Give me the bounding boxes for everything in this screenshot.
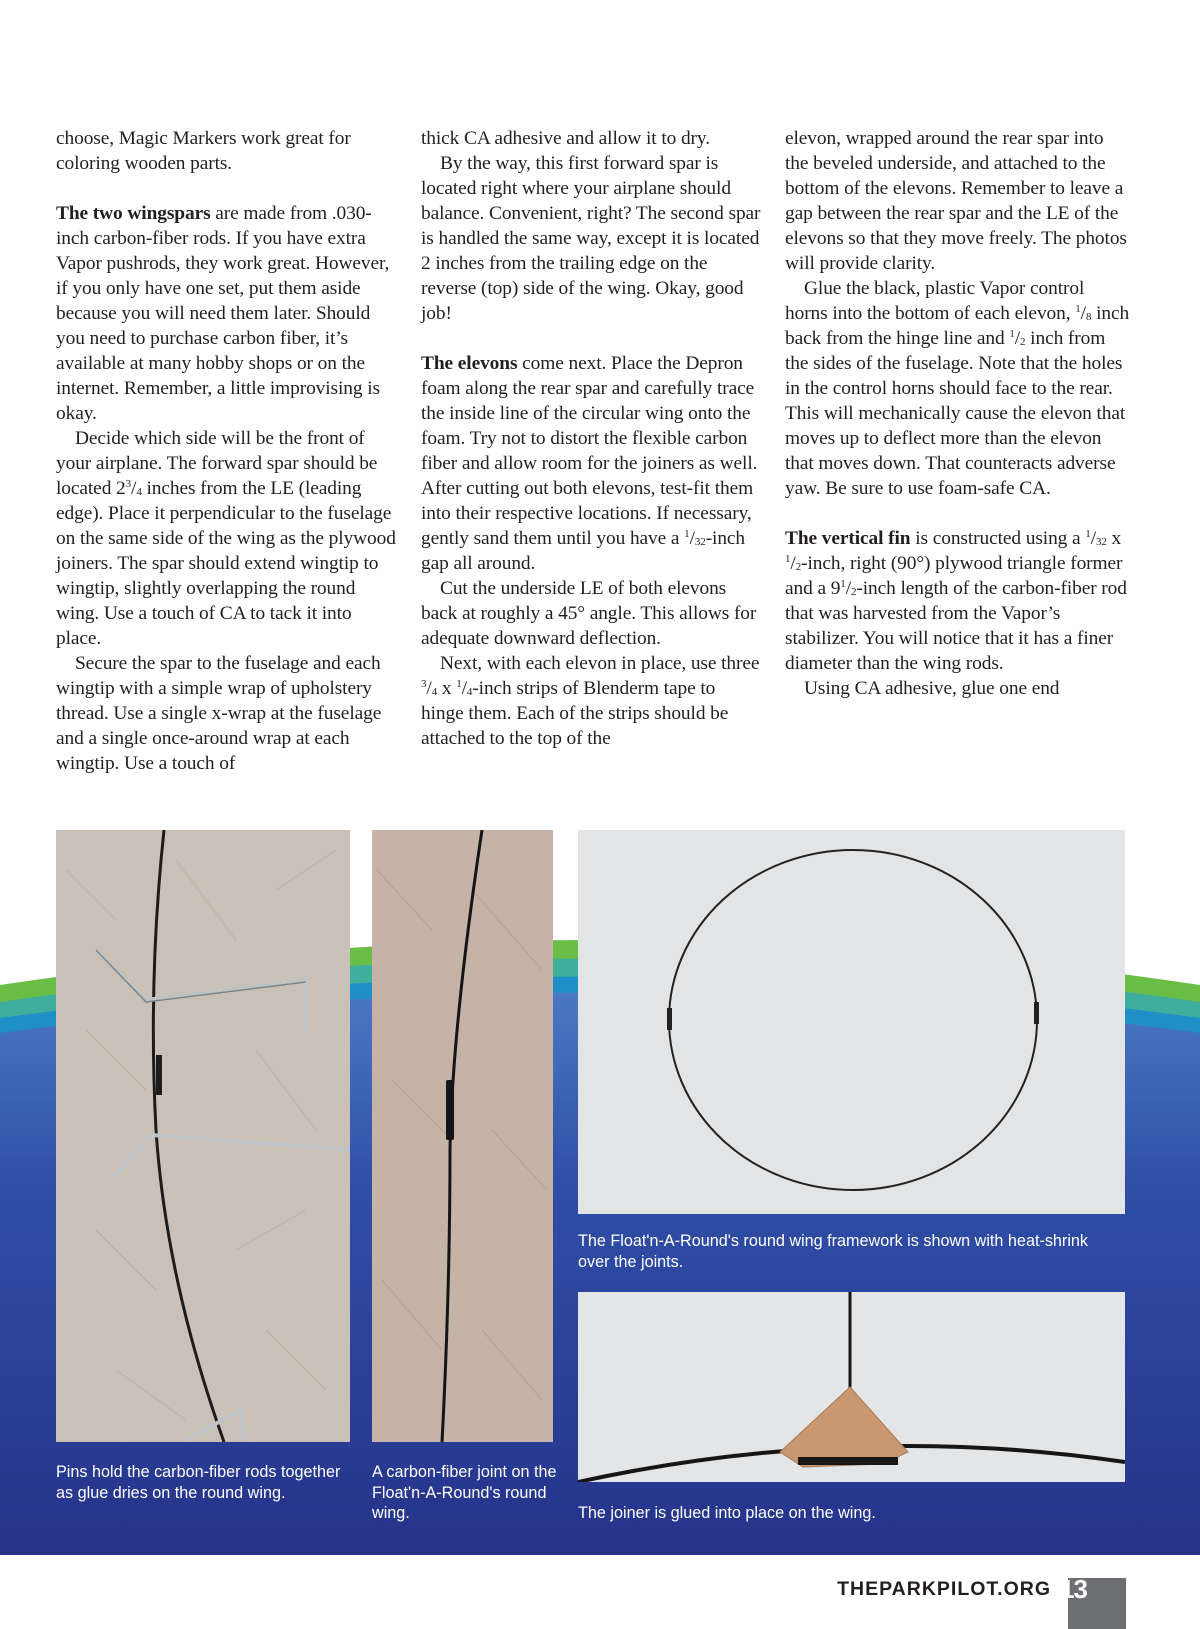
paragraph-text: inch back from the hinge line and	[785, 303, 1130, 349]
fraction-denominator: 8	[1085, 311, 1092, 323]
paragraph: thick CA adhesive and allow it to dry.	[421, 128, 710, 149]
fraction-denominator: 4	[136, 486, 142, 498]
site-url: THEPARKPILOT.ORG	[837, 1578, 1051, 1600]
paragraph-text: x	[1106, 528, 1122, 549]
section-lead: The vertical fin	[785, 528, 911, 549]
paragraph: Next, with each elevon in place, use three $^3/_4$ x $^1/_4$-inch strips of Blenderm tape to hinge them. Each of the strips should be attached to the top of the	[421, 653, 760, 749]
text-column-3	[785, 126, 1130, 701]
fraction-denominator: 2	[795, 561, 802, 573]
paragraph-text: Glue the black, plastic Vapor control horns into the bottom of each elevon,	[785, 278, 1085, 324]
paragraph-text: -inch, right (90°) plywood triangle former and a 9	[785, 553, 1123, 599]
fraction-denominator: 32	[1095, 536, 1107, 548]
fraction-denominator: 4	[431, 686, 438, 698]
paragraph: Secure the spar to the fuselage and each wingtip with a simple wrap of upholstery thread. Use a single x-wrap at the fuselage and a single once-around wrap at each wingtip. Use a touch of	[56, 653, 382, 774]
paragraph: The vertical fin is constructed using a $^1/_{32}$ x $^1/_2$-inch, right (90°) plywood triangle former and a $9^1/_2$-inch length of the carbon-fiber rod that was harvested from the Vapor’s stabilizer. You will notice that it has a finer diameter than the wing rods.	[785, 528, 1127, 674]
paragraph: elevon, wrapped around the rear spar into the beveled underside, and attached to the bottom of the elevons. Remember to leave a gap between the rear spar and the LE of the elevons so that they move freely. The photos will provide clarity.	[785, 128, 1127, 274]
paragraph: By the way, this first forward spar is located right where your airplane should balance. Convenient, right? The second spar is handled the same way, except it is located 2 inches from the trailing edge on the reverse (top) side of the wing. Okay, good job!	[421, 153, 761, 324]
photo-pins-on-rods	[56, 830, 350, 1442]
fraction-numerator: 1	[684, 528, 690, 540]
fraction-numerator: 1	[785, 553, 791, 565]
photo-joiner-glued	[578, 1292, 1125, 1482]
paragraph-text: come next. Place the Depron foam along the rear spar and carefully trace the inside line of the circular wing onto the foam. Try not to distort the flexible carbon fiber and allow room for the joiners as well. After cutting out both elevons, test-fit them into their respective locations. If necessary, gently sand them until you have a	[421, 353, 758, 549]
paragraph: choose, Magic Markers work great for coloring wooden parts.	[56, 128, 351, 174]
paragraph-text: Decide which side will be the front of your airplane. The forward spar should be located 2	[56, 428, 378, 499]
paragraph: Decide which side will be the front of your airplane. The forward spar should be located $2^3/_4$ inches from the LE (leading edge). Place it perpendicular to the fuselage on the same side of the wing as the plywood joiners. The spar should extend wingtip to wingtip, slightly overlapping the round wing. Use a touch of CA to tack it into place.	[56, 428, 396, 649]
paragraph-text: -inch length of the carbon-fiber rod that was harvested from the Vapor’s stabilizer. You will notice that it has a finer diameter than the wing rods.	[785, 578, 1127, 674]
fraction-denominator: 4	[466, 686, 473, 698]
paragraph-text: inches from the LE (leading edge). Place it perpendicular to the fuselage on the same side of the wing as the plywood joiners. The spar should extend wingtip to wingtip, slightly overlapping the round wing. Use a touch of CA to tack it into place.	[56, 478, 396, 649]
section-lead: The two wingspars	[56, 203, 211, 224]
paragraph: Using CA adhesive, glue one end	[804, 678, 1060, 699]
paragraph-text: are made from .030-inch carbon-fiber rods. If you have extra Vapor pushrods, they work great. However, if you only have one set, put them aside because you will need them later. Should you need to purchase carbon fiber, it’s available at many hobby shops or on the internet. Remember, a little improvising is okay.	[56, 203, 390, 424]
fraction-numerator: 3	[421, 678, 427, 690]
fraction-numerator: 3	[125, 478, 132, 490]
photo-round-wing-framework	[578, 830, 1125, 1214]
photo-caption: Pins hold the carbon-fiber rods together as glue dries on the round wing.	[56, 1463, 341, 1502]
paragraph-text: -inch strips of Blenderm tape to hinge them. Each of the strips should be attached to the top of the	[421, 678, 729, 749]
section-lead: The elevons	[421, 353, 518, 374]
photo-caption: A carbon-fiber joint on the Float'n-A-Round's round wing.	[372, 1463, 557, 1522]
fraction-denominator: 2	[851, 586, 857, 598]
paragraph-text: Next, with each elevon in place, use three	[440, 653, 760, 674]
fraction-denominator: 2	[1020, 336, 1026, 348]
fraction-numerator: 1	[1009, 328, 1015, 340]
fraction-numerator: 1	[1085, 528, 1091, 540]
paragraph-text: inch from the sides of the fuselage. Note that the holes in the control horns should face to the rear. This will mechanically cause the elevon that moves up to deflect more than the elevon that moves down. That counteracts adverse yaw. Be sure to use foam-safe CA.	[785, 328, 1126, 499]
text-column-1	[56, 126, 396, 776]
fraction-denominator: 32	[694, 536, 706, 548]
fraction-numerator: 1	[840, 578, 846, 590]
paragraph-text: -inch gap all around.	[421, 528, 746, 574]
photo-caption: The Float'n-A-Round's round wing framework is shown with heat-shrink over the joints.	[578, 1232, 1089, 1271]
text-column-2	[421, 126, 761, 751]
photo-caption: The joiner is glued into place on the wing.	[578, 1504, 876, 1522]
paragraph	[56, 201, 396, 426]
paragraph: The elevons come next. Place the Depron foam along the rear spar and carefully trace the inside line of the circular wing onto the foam. Try not to distort the flexible carbon fiber and allow room for the joiners as well. After cutting out both elevons, test-fit them into their respective locations. If necessary, gently sand them until you have a $^1/_{32}$-inch gap all around.	[421, 353, 758, 574]
paragraph-text: x	[437, 678, 457, 699]
photo-carbon-fiber-joint	[372, 830, 553, 1442]
paragraph: Cut the underside LE of both elevons back at roughly a 45° angle. This allows for adequate downward deflection.	[421, 578, 757, 649]
paragraph: Glue the black, plastic Vapor control horns into the bottom of each elevon, $^1/_8$ inch back from the hinge line and $^1/_2$ inch from the sides of the fuselage. Note that the holes in the control horns should face to the rear. This will mechanically cause the elevon that moves up to deflect more than the elevon that moves down. That counteracts adverse yaw. Be sure to use foam-safe CA.	[785, 278, 1130, 499]
paragraph-text: is constructed using a	[910, 528, 1086, 549]
page-number: 13	[1060, 1574, 1087, 1604]
fraction-numerator: 1	[1075, 303, 1081, 315]
fraction-numerator: 1	[456, 678, 462, 690]
